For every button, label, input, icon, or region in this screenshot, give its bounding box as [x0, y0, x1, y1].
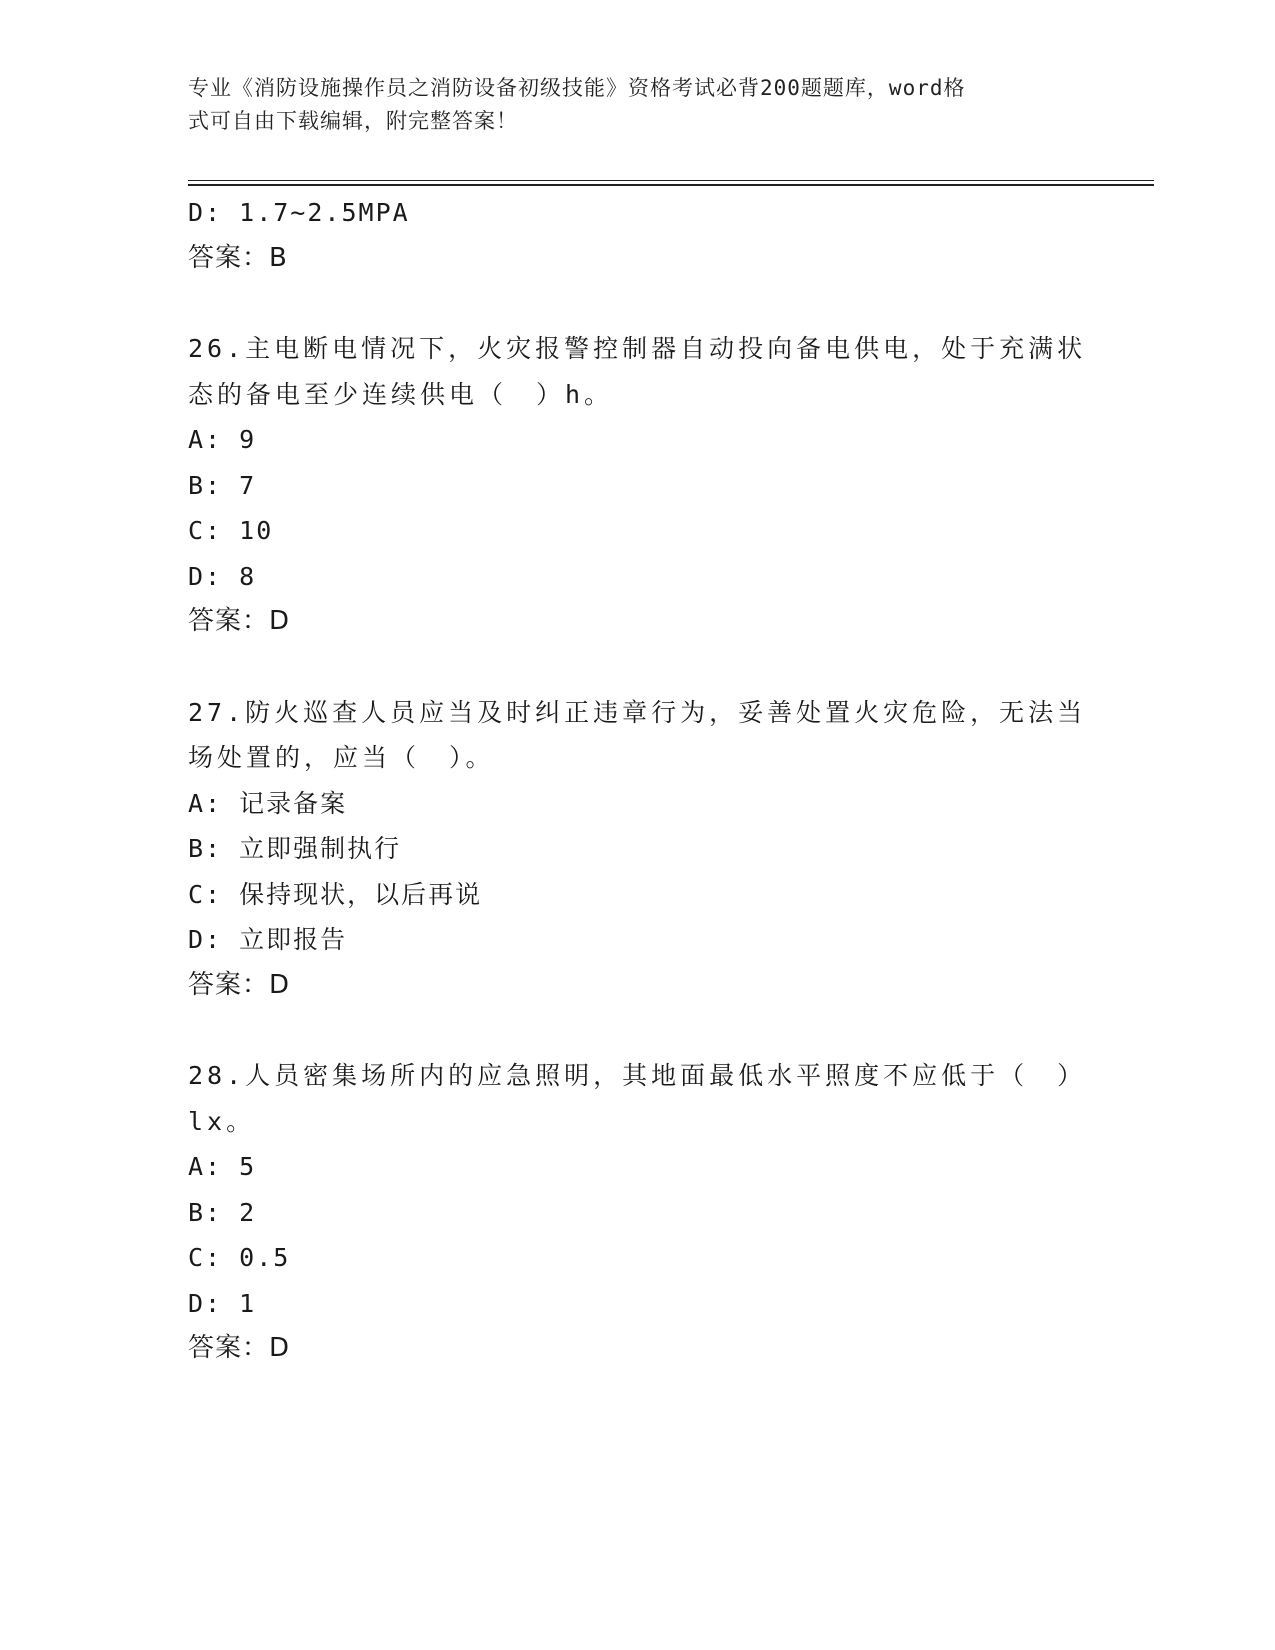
question-27 — [188, 690, 1088, 1009]
option-b: B: 2 — [188, 1197, 257, 1227]
question-stem-line-2: 场处置的，应当（ ）。 — [188, 743, 495, 772]
header-divider-thick — [188, 184, 1154, 186]
option-a: A: 5 — [188, 1152, 257, 1181]
question-25-tail — [188, 190, 1088, 281]
question-26 — [188, 326, 1088, 645]
question-spacer — [188, 281, 1088, 326]
header-line-1: 专业《消防设施操作员之消防设备初级技能》资格考试必背200题题库，word格 — [188, 76, 966, 100]
option-d: D: 1.7~2.5MPA — [188, 198, 410, 227]
question-stem-line-1: 26.主电断电情况下，火灾报警控制器自动投向备电供电，处于充满状 — [188, 334, 1087, 363]
header-divider-thin — [188, 180, 1154, 181]
option-a: A: 记录备案 — [188, 788, 348, 818]
question-28 — [188, 1053, 1088, 1372]
option-c: C: 保持现状，以后再说 — [188, 879, 483, 909]
option-b: B: 7 — [188, 470, 257, 500]
option-b: B: 立即强制执行 — [188, 834, 402, 863]
question-stem-line-2: 态的备电至少连续供电（ ）h。 — [188, 379, 614, 409]
header-line-2: 式可自由下载编辑，附完整答案！ — [188, 109, 518, 133]
option-c: C: 0.5 — [188, 1243, 291, 1272]
question-content — [188, 190, 1088, 1372]
question-spacer — [188, 1008, 1088, 1053]
option-d: D: 8 — [188, 561, 257, 591]
document-header — [188, 72, 1068, 138]
question-spacer — [188, 645, 1088, 690]
question-stem-line-2: lx。 — [188, 1106, 256, 1136]
question-stem-line-1: 28.人员密集场所内的应急照明，其地面最低水平照度不应低于（ ） — [188, 1061, 1087, 1090]
answer-line: 答案：D — [188, 606, 291, 636]
question-stem-line-1: 27.防火巡查人员应当及时纠正违章行为，妥善处置火灾危险，无法当 — [188, 697, 1087, 727]
option-d: D: 立即报告 — [188, 925, 348, 954]
option-d: D: 1 — [188, 1288, 257, 1318]
answer-line: 答案：D — [188, 1333, 291, 1363]
answer-line: 答案：D — [188, 969, 291, 1000]
option-c: C: 10 — [188, 516, 274, 545]
answer-line: 答案：B — [188, 242, 288, 273]
option-a: A: 9 — [188, 425, 257, 454]
